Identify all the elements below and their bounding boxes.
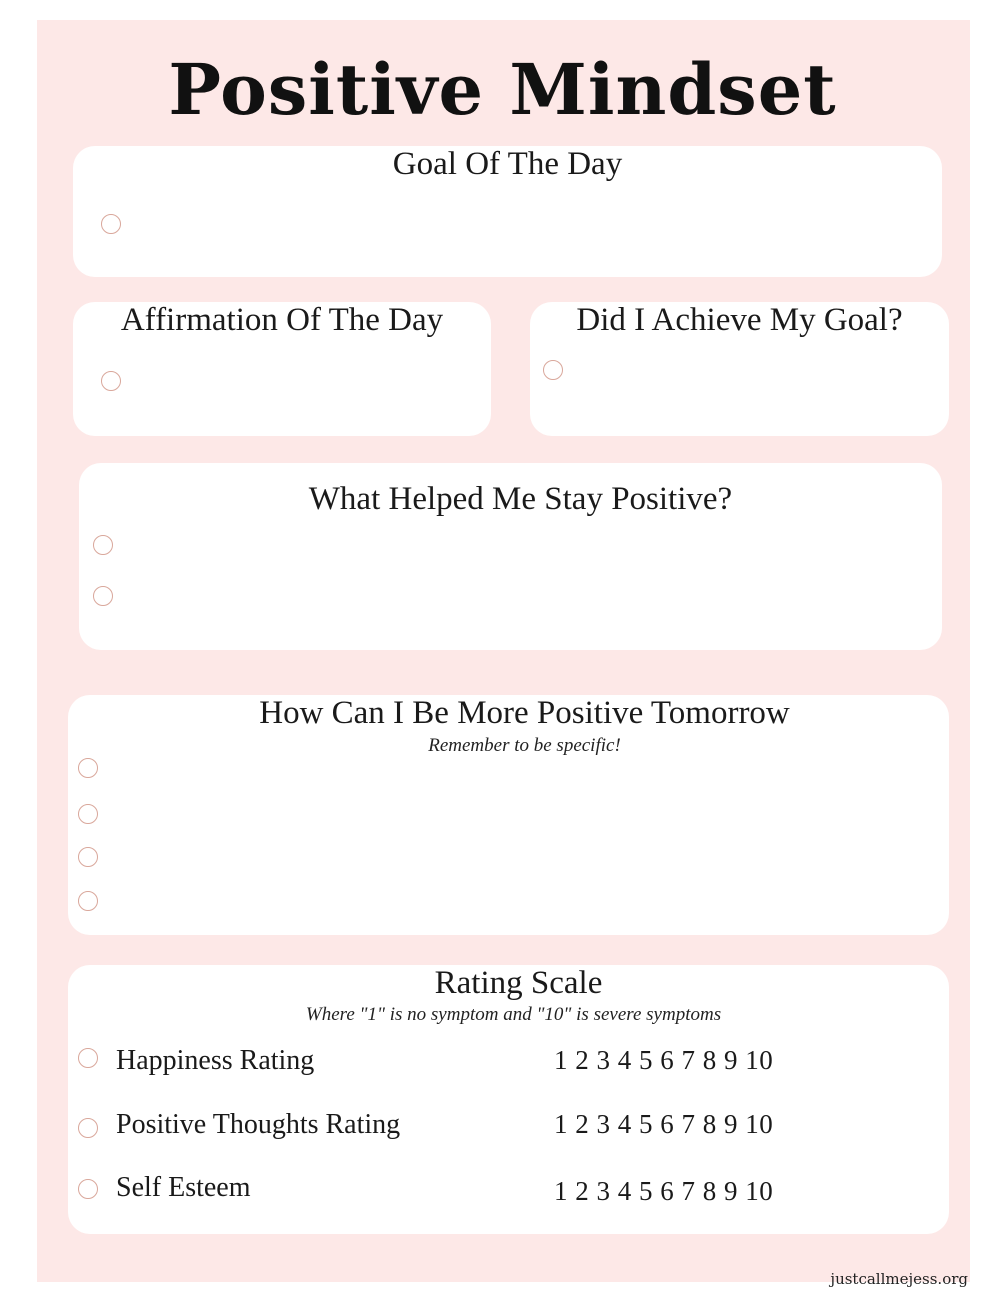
tomorrow-card-title: How Can I Be More Positive Tomorrow (259, 695, 790, 731)
goal-checkbox[interactable] (101, 214, 121, 234)
helped-card (79, 463, 942, 650)
helped-checkbox-1[interactable] (93, 535, 113, 555)
page-title: Positive Mindset (168, 48, 837, 131)
goal-card (73, 146, 942, 277)
tomorrow-card (68, 695, 949, 935)
achieve-checkbox[interactable] (543, 360, 563, 380)
tomorrow-checkbox-2[interactable] (78, 804, 98, 824)
self-esteem-rating-scale[interactable]: 1 2 3 4 5 6 7 8 9 10 (554, 1176, 774, 1206)
tomorrow-card-subtitle: Remember to be specific! (428, 735, 621, 756)
happiness-checkbox[interactable] (78, 1048, 98, 1068)
positive-thoughts-rating-scale[interactable]: 1 2 3 4 5 6 7 8 9 10 (554, 1109, 774, 1139)
rating-card-subtitle: Where "1" is no symptom and "10" is severe symptoms (305, 1004, 722, 1025)
achieve-card-title: Did I Achieve My Goal? (576, 302, 903, 338)
positive-thoughts-rating-label: Positive Thoughts Rating (116, 1109, 401, 1140)
affirmation-checkbox[interactable] (101, 371, 121, 391)
goal-card-title: Goal Of The Day (392, 146, 623, 182)
achieve-card (530, 302, 949, 436)
rating-card (68, 965, 949, 1234)
rating-card-title: Rating Scale (434, 965, 603, 1001)
self-esteem-rating-label: Self Esteem (116, 1172, 251, 1203)
happiness-rating-label: Happiness Rating (116, 1045, 315, 1076)
positive-thoughts-checkbox[interactable] (78, 1118, 98, 1138)
happiness-rating-scale[interactable]: 1 2 3 4 5 6 7 8 9 10 (554, 1045, 774, 1075)
tomorrow-checkbox-3[interactable] (78, 847, 98, 867)
footer-website: justcallmejess.org (830, 1270, 968, 1288)
affirmation-card (73, 302, 491, 436)
helped-checkbox-2[interactable] (93, 586, 113, 606)
affirmation-card-title: Affirmation Of The Day (120, 302, 444, 338)
helped-card-title: What Helped Me Stay Positive? (308, 481, 733, 517)
tomorrow-checkbox-4[interactable] (78, 891, 98, 911)
tomorrow-checkbox-1[interactable] (78, 758, 98, 778)
self-esteem-checkbox[interactable] (78, 1179, 98, 1199)
